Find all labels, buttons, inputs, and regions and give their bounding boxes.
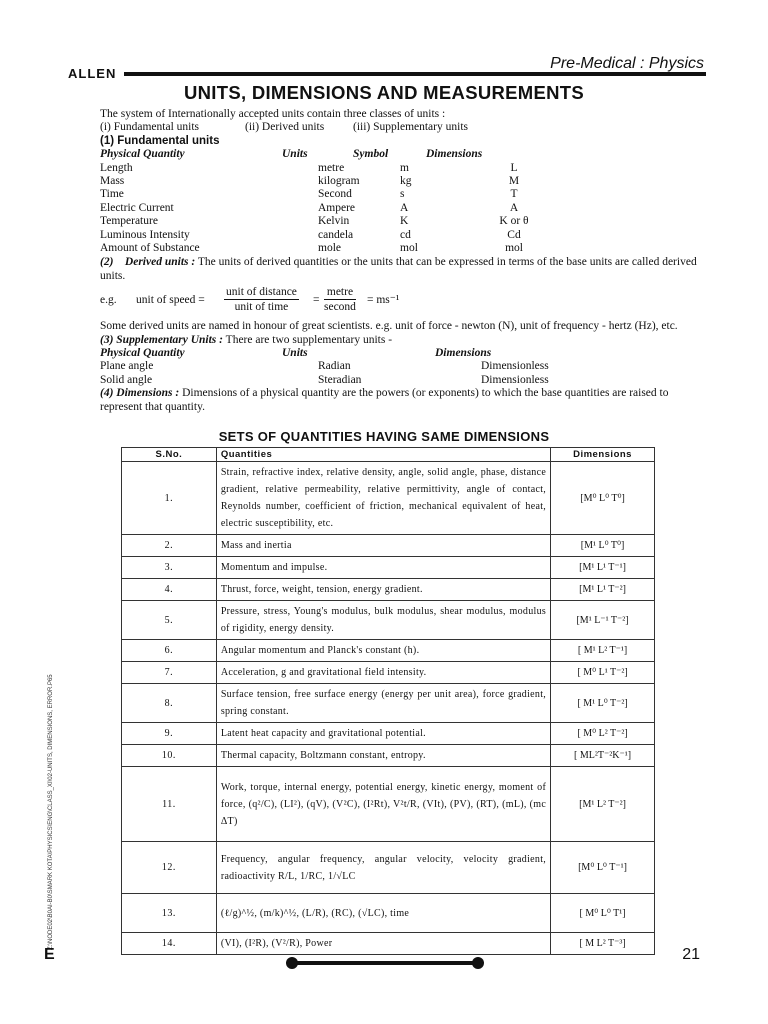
- col-sno: S.No.: [122, 448, 217, 462]
- fundamental-heading: (1) Fundamental units: [100, 134, 220, 147]
- sets-title: SETS OF QUANTITIES HAVING SAME DIMENSIONS: [218, 429, 550, 444]
- fundamental-cell-u: Second: [318, 188, 352, 201]
- class-supplementary: (iii) Supplementary units: [353, 121, 468, 134]
- fraction-metre-second: [324, 286, 356, 314]
- fundamental-cell-u: Ampere: [318, 201, 356, 214]
- formula-lhs: unit of speed =: [136, 294, 205, 307]
- table-cell-dimensions: [ M⁰ L⁰ T¹]: [551, 894, 655, 933]
- intro-line: The system of Internationally accepted units contain three classes of units :: [100, 108, 446, 120]
- speed-formula: [100, 286, 706, 316]
- page-number: 21: [682, 946, 700, 963]
- col-dimensions: Dimensions: [435, 346, 492, 359]
- table-cell-quantities: (ℓ/g)^½, (m/k)^½, (L/R), (RC), (√LC), time: [216, 894, 550, 933]
- page-title: UNITS, DIMENSIONS AND MEASUREMENTS: [183, 82, 585, 103]
- table-cell-sno: 5.: [122, 601, 217, 640]
- fundamental-cell-s: K: [400, 215, 409, 228]
- col-quantities: Quantities: [216, 448, 550, 462]
- fundamental-row: Luminous Intensity candela cd Cd: [100, 228, 521, 241]
- fundamental-row: Mass kilogram kg M: [100, 174, 520, 187]
- fundamental-row: Amount of Substance mole mol mol: [100, 241, 523, 254]
- table-cell-dimensions: [M⁰ L⁰ T⁰]: [551, 462, 655, 535]
- allen-logo: ALLEN: [68, 66, 117, 81]
- fraction-distance-time: [224, 286, 299, 314]
- table-cell-sno: 7.: [122, 662, 217, 684]
- table-cell-dimensions: [M⁰ L⁰ T⁻¹]: [551, 842, 655, 894]
- fundamental-cell-s: m: [400, 161, 409, 174]
- col-dimensions: Dimensions: [426, 148, 483, 161]
- col-symbol: Symbol: [353, 148, 389, 161]
- table-cell-quantities: Frequency, angular frequency, angular velocity, velocity gradient, radioactivity R/L, 1/RC, 1/√LC: [216, 842, 550, 894]
- supplementary-header-row: [100, 347, 706, 360]
- fundamental-cell-u: candela: [318, 228, 354, 241]
- table-row: [122, 662, 655, 684]
- class-fundamental: (i) Fundamental units: [100, 121, 200, 134]
- col-quantity: Physical Quantity: [100, 346, 185, 359]
- table-cell-dimensions: [ M⁰ L² T⁻²]: [551, 723, 655, 745]
- dimensions-paragraph: [100, 387, 706, 414]
- content-body: [100, 108, 706, 414]
- table-cell-quantities: Latent heat capacity and gravitational potential.: [216, 723, 550, 745]
- fraction-denominator: second: [324, 301, 356, 314]
- fundamental-cell-u: kilogram: [318, 174, 360, 187]
- col-units: Units: [282, 346, 308, 359]
- class-derived: (ii) Derived units: [245, 121, 325, 134]
- table-cell-sno: 3.: [122, 557, 217, 579]
- table-cell-quantities: Thrust, force, weight, tension, energy gradient.: [216, 579, 550, 601]
- fundamental-cell-u: metre: [318, 161, 345, 174]
- table-cell-dimensions: [ M L² T⁻³]: [551, 933, 655, 955]
- fundamental-row: Length metre m L: [100, 161, 518, 174]
- fundamental-cell-u: mole: [318, 241, 341, 254]
- footer-bar: [290, 961, 480, 965]
- table-cell-quantities: Thermal capacity, Boltzmann constant, entropy.: [216, 745, 550, 767]
- table-row: [122, 723, 655, 745]
- fundamental-row: Temperature Kelvin K K or θ: [100, 215, 529, 228]
- fundamental-cell-q: Temperature: [100, 215, 158, 228]
- fundamental-cell-s: A: [400, 201, 409, 214]
- file-path-margin: Z:\NODE02\B0AI-B0\SMARK KOTA\PHYSICS\ENG\CLASS_XI\02-UNITS, DIMENSIONS, ERROR.P65: [48, 674, 54, 950]
- fundamental-row: Electric Current Ampere A A: [100, 201, 519, 214]
- table-cell-dimensions: [M¹ L¹ T⁻¹]: [551, 557, 655, 579]
- table-cell-sno: 13.: [122, 894, 217, 933]
- fundamental-row: Time Second s T: [100, 188, 518, 201]
- fraction-numerator: unit of distance: [226, 286, 297, 299]
- supplementary-cell-u: Steradian: [318, 373, 362, 386]
- supplementary-cell-q: Plane angle: [100, 360, 154, 373]
- fundamental-cell-q: Luminous Intensity: [100, 228, 190, 241]
- col-units: Units: [282, 148, 308, 161]
- table-cell-sno: 10.: [122, 745, 217, 767]
- table-cell-sno: 9.: [122, 723, 217, 745]
- table-cell-quantities: Work, torque, internal energy, potential energy, kinetic energy, moment of force, (q²/C), (LI²), (qV), (V²C), (I²Rt), V²t/R, (VIt), (PV), (RT), (mL), (mc ΔT): [216, 767, 550, 842]
- table-cell-quantities: (VI), (I²R), (V²/R), Power: [216, 933, 550, 955]
- table-cell-quantities: Acceleration, g and gravitational field intensity.: [216, 662, 550, 684]
- table-cell-quantities: Pressure, stress, Young's modulus, bulk modulus, shear modulus, modulus of rigidity, energy density.: [216, 601, 550, 640]
- table-cell-sno: 12.: [122, 842, 217, 894]
- fundamental-rows: [100, 162, 706, 256]
- table-cell-dimensions: [ M¹ L⁰ T⁻²]: [551, 684, 655, 723]
- table-row: [122, 640, 655, 662]
- fundamental-cell-s: s: [400, 188, 405, 201]
- table-cell-sno: 2.: [122, 535, 217, 557]
- table-row: [122, 894, 655, 933]
- table-cell-quantities: Mass and inertia: [216, 535, 550, 557]
- supplementary-cell-u: Radian: [318, 360, 351, 373]
- derived-number: (2): [100, 256, 114, 269]
- table-row: [122, 535, 655, 557]
- fraction-denominator: unit of time: [234, 301, 289, 314]
- footer-edition: E: [44, 946, 55, 963]
- table-row: [122, 767, 655, 842]
- table-cell-sno: 1.: [122, 462, 217, 535]
- table-row: [122, 842, 655, 894]
- table-row: [122, 933, 655, 955]
- footer-dot-left: [286, 957, 298, 969]
- formula-rhs: = ms⁻¹: [367, 294, 400, 307]
- table-cell-dimensions: [M¹ L⁰ T⁰]: [551, 535, 655, 557]
- table-cell-dimensions: [ ML²T⁻²K⁻¹]: [551, 745, 655, 767]
- table-row: [122, 601, 655, 640]
- fundamental-cell-u: Kelvin: [318, 215, 350, 228]
- dimensions-heading: (4) Dimensions :: [100, 387, 180, 400]
- table-cell-dimensions: [M¹ L¹ T⁻²]: [551, 579, 655, 601]
- derived-heading: Derived units :: [124, 256, 196, 269]
- subject-label: Pre-Medical : Physics: [550, 55, 704, 72]
- col-quantity: Physical Quantity: [100, 148, 185, 161]
- table-cell-sno: 14.: [122, 933, 217, 955]
- table-cell-quantities: Surface tension, free surface energy (energy per unit area), force gradient, spring constant.: [216, 684, 550, 723]
- fundamental-cell-s: mol: [400, 241, 418, 254]
- footer-dot-right: [472, 957, 484, 969]
- fundamental-cell-q: Mass: [100, 174, 125, 187]
- derived-paragraph: [100, 256, 706, 283]
- col-dimensions: Dimensions: [551, 448, 655, 462]
- fundamental-cell-q: Electric Current: [100, 201, 174, 214]
- supplementary-rows: [100, 360, 706, 387]
- supplementary-cell-d: Dimensionless: [481, 373, 549, 386]
- supplementary-heading: (3) Supplementary Units :: [100, 333, 223, 346]
- derived-text: The units of derived quantities or the units that can be expressed in terms of the base units are called derived units.: [100, 256, 697, 282]
- table-row: [122, 462, 655, 535]
- formula-eg: e.g.: [100, 294, 117, 307]
- supplementary-paragraph: [100, 334, 706, 347]
- table-cell-quantities: Strain, refractive index, relative density, angle, solid angle, phase, distance gradient, relative permeability, relative permittivity, angle of contact, Reynolds number, coefficient of friction, mechanical equivalent of heat, electric susceptibility, etc.: [216, 462, 550, 535]
- table-cell-dimensions: [ M¹ L² T⁻¹]: [551, 640, 655, 662]
- dimensions-text: Dimensions of a physical quantity are the powers (or exponents) to which the base quantities are raised to represent that quantity.: [100, 387, 669, 413]
- supplementary-row: [100, 360, 706, 373]
- table-cell-dimensions: [M¹ L² T⁻²]: [551, 767, 655, 842]
- table-header-row: [122, 448, 655, 462]
- unit-classes: [100, 121, 706, 134]
- table-row: [122, 579, 655, 601]
- table-row: [122, 684, 655, 723]
- supplementary-row: [100, 374, 706, 387]
- table-cell-quantities: Momentum and impulse.: [216, 557, 550, 579]
- table-row: [122, 557, 655, 579]
- table-cell-dimensions: [M¹ L⁻¹ T⁻²]: [551, 601, 655, 640]
- fundamental-header-row: [100, 148, 706, 161]
- fundamental-cell-q: Amount of Substance: [100, 241, 200, 254]
- fundamental-cell-s: kg: [400, 174, 412, 187]
- table-cell-dimensions: [ M⁰ L¹ T⁻²]: [551, 662, 655, 684]
- fundamental-cell-q: Time: [100, 188, 124, 201]
- dimensions-table: [121, 447, 655, 955]
- table-cell-sno: 11.: [122, 767, 217, 842]
- supplementary-text: There are two supplementary units -: [225, 333, 393, 346]
- equals-sign: =: [313, 294, 320, 307]
- fundamental-cell-q: Length: [100, 161, 133, 174]
- table-row: [122, 745, 655, 767]
- supplementary-cell-d: Dimensionless: [481, 360, 549, 373]
- table-cell-sno: 8.: [122, 684, 217, 723]
- table-cell-quantities: Angular momentum and Planck's constant (h).: [216, 640, 550, 662]
- fraction-numerator: metre: [324, 286, 356, 300]
- table-cell-sno: 6.: [122, 640, 217, 662]
- fundamental-cell-s: cd: [400, 228, 411, 241]
- table-cell-sno: 4.: [122, 579, 217, 601]
- derived-note: Some derived units are named in honour of great scientists. e.g. unit of force - newton (N), unit of frequency - hertz (Hz), etc.: [100, 320, 678, 333]
- supplementary-cell-q: Solid angle: [100, 373, 153, 386]
